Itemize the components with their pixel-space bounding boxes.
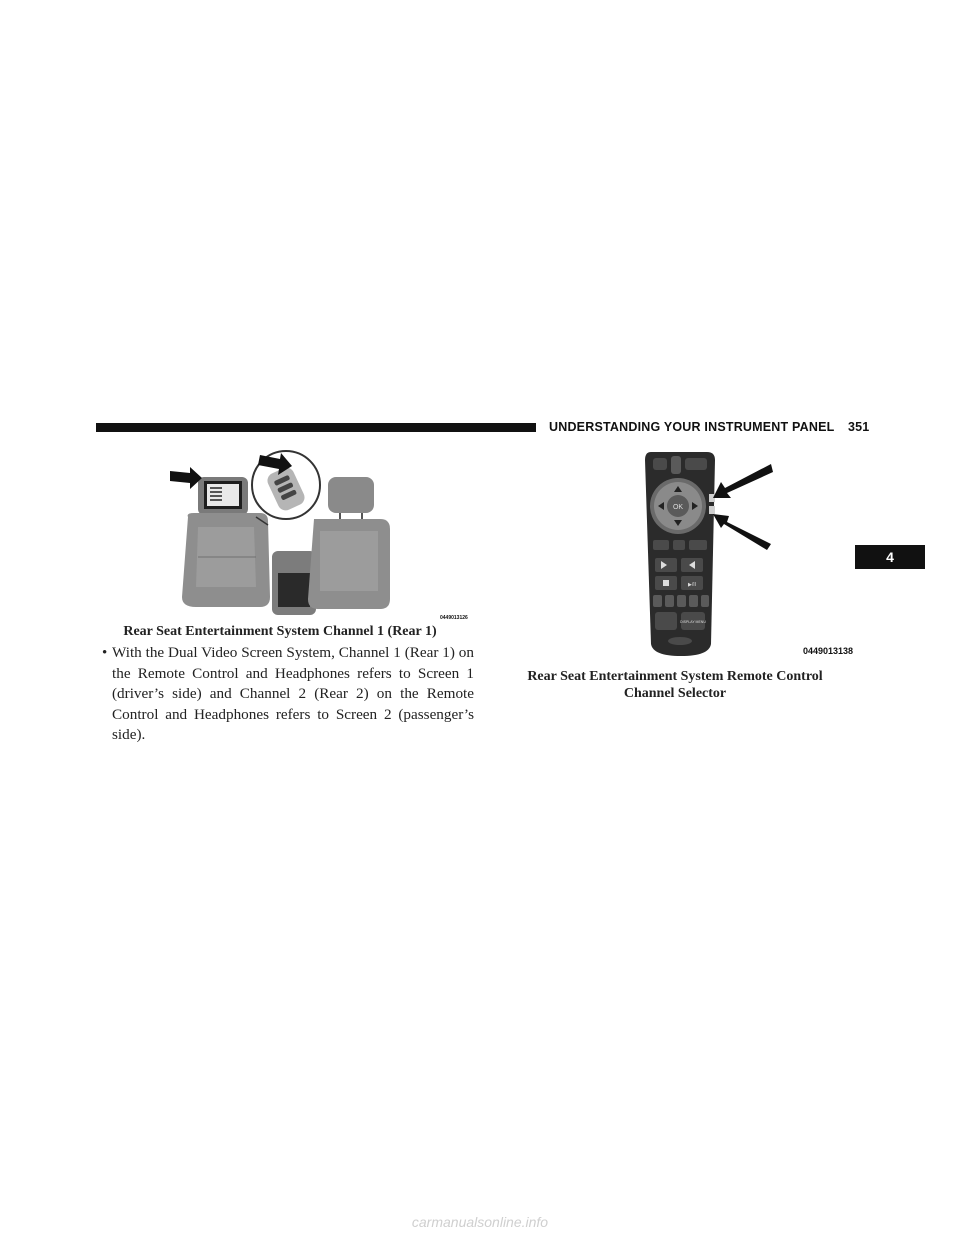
figure-caption-right-line2: Channel Selector bbox=[623, 686, 727, 701]
remote-control-illustration bbox=[623, 448, 863, 660]
page-number: 351 bbox=[847, 420, 870, 434]
bluray-logo bbox=[668, 637, 692, 645]
watermark: carmanualsonline.info bbox=[411, 1214, 549, 1230]
rear-seat-figure bbox=[168, 447, 468, 623]
chapter-tab: 4 bbox=[855, 545, 925, 569]
arrow-channel-1 bbox=[713, 464, 773, 498]
ok-label: OK bbox=[672, 504, 684, 511]
figure-caption-left: Rear Seat Entertainment System Channel 1 (Rear 1) bbox=[123, 624, 437, 639]
source-button bbox=[685, 458, 707, 470]
arrow-to-screen bbox=[170, 467, 202, 489]
running-header bbox=[549, 420, 869, 434]
bullet-marker: • bbox=[102, 645, 108, 661]
rear-seats-illustration bbox=[168, 447, 450, 623]
header-rule bbox=[96, 423, 536, 432]
right-headrest bbox=[328, 477, 374, 513]
figure-caption-right bbox=[500, 668, 850, 702]
figure-code: 0449013138 bbox=[803, 646, 854, 656]
play-pause-label: ▶/II bbox=[687, 582, 697, 588]
arrow-channel-2 bbox=[713, 514, 771, 550]
display-menu-label: DISPLAY MENU bbox=[680, 620, 706, 624]
figure-code: 0449013126 bbox=[440, 615, 468, 621]
channel-2-indicator bbox=[709, 506, 715, 514]
section-title: UNDERSTANDING YOUR INSTRUMENT PANEL bbox=[549, 420, 835, 434]
figure-caption-right-line1: Rear Seat Entertainment System Remote Control bbox=[527, 669, 823, 684]
mode-switch bbox=[671, 456, 681, 474]
bullet-paragraph: With the Dual Video Screen System, Channel 1 (Rear 1) on the Remote Control and Headphones refers to Screen 1 (driver’s side) and Channel 2 (Rear 2) on the Remote Control and Headphones refers to Screen 2 (passenger’s side). bbox=[112, 644, 474, 743]
power-button bbox=[653, 458, 667, 470]
remote-control-figure bbox=[623, 448, 863, 660]
